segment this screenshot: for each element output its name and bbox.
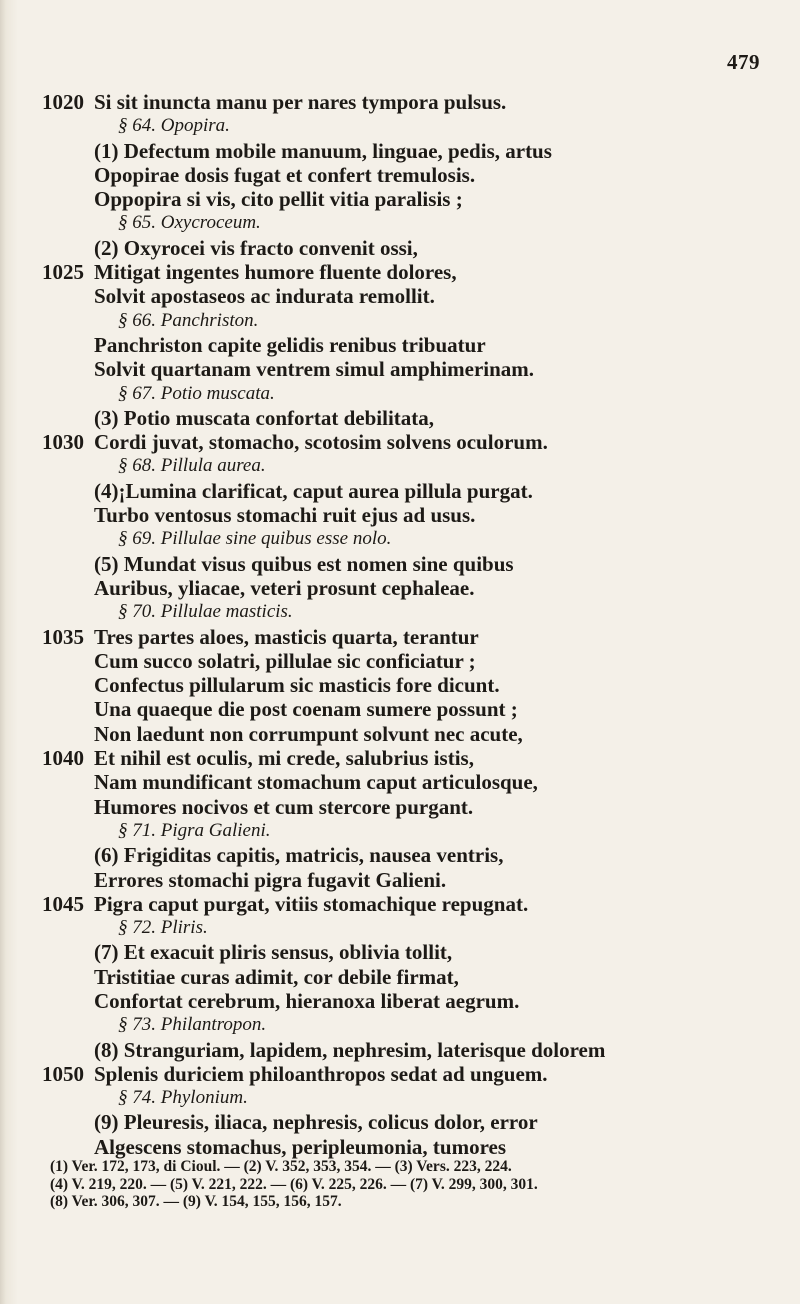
- verse-line: [42, 649, 772, 673]
- line-text: Nam mundificant stomachum caput articulosque,: [94, 770, 538, 795]
- line-text: § 69. Pillulae sine quibus esse nolo.: [118, 528, 392, 550]
- line-text: Cum succo solatri, pillulae sic conficiatur ;: [94, 648, 476, 673]
- verse-line: [42, 746, 772, 770]
- line-text: (9) Pleuresis, iliaca, nephresis, colicus dolor, error: [94, 1110, 538, 1135]
- verse-line: [42, 357, 772, 381]
- section-heading: [42, 527, 772, 551]
- line-number: 1040: [42, 746, 84, 771]
- verse-line: [42, 479, 772, 503]
- verse-line: [42, 1038, 772, 1062]
- line-text: (5) Mundat visus quibus est nomen sine quibus: [94, 551, 514, 576]
- verse-line: [42, 576, 772, 600]
- line-text: Oppopira si vis, cito pellit vitia paralisis ;: [94, 187, 463, 212]
- footnote-line: (4) V. 219, 220. — (5) V. 221, 222. — (6) V. 225, 226. — (7) V. 299, 300, 301.: [50, 1175, 538, 1193]
- verse-line: [42, 406, 772, 430]
- line-text: (6) Frigiditas capitis, matricis, nausea ventris,: [94, 843, 504, 868]
- line-number: 1035: [42, 624, 84, 649]
- section-heading: [42, 454, 772, 478]
- line-text: Tres partes aloes, masticis quarta, terantur: [94, 624, 479, 649]
- line-text: § 70. Pillulae masticis.: [118, 601, 293, 623]
- section-heading: [42, 382, 772, 406]
- verse-line: [42, 770, 772, 794]
- verse-line: [42, 284, 772, 308]
- footnotes: [50, 1158, 770, 1211]
- verse-line: [42, 892, 772, 916]
- line-number: 1020: [42, 90, 84, 114]
- line-text: Tristitiae curas adimit, cor debile firmat,: [94, 964, 459, 989]
- section-heading: [42, 1086, 772, 1110]
- page-number: 479: [727, 50, 760, 74]
- verse-line: [42, 697, 772, 721]
- line-text: § 68. Pillula aurea.: [118, 455, 266, 477]
- line-text: § 65. Oxycroceum.: [118, 212, 261, 234]
- verse-line: [42, 1110, 772, 1134]
- line-text: Si sit inuncta manu per nares tympora pulsus.: [94, 90, 507, 114]
- verse-line: [42, 236, 772, 260]
- line-text: Splenis duriciem philoanthropos sedat ad unguem.: [94, 1061, 548, 1086]
- line-text: Non laedunt non corrumpunt solvunt nec acute,: [94, 721, 523, 746]
- line-number: 1050: [42, 1061, 84, 1086]
- line-text: (1) Defectum mobile manuum, linguae, pedis, artus: [94, 138, 552, 163]
- line-text: (4)¡Lumina clarificat, caput aurea pillula purgat.: [94, 478, 533, 503]
- line-text: § 66. Panchriston.: [118, 309, 259, 331]
- line-number: 1025: [42, 260, 84, 285]
- verse-line: [42, 333, 772, 357]
- section-heading: [42, 114, 772, 138]
- verse-line: [42, 139, 772, 163]
- line-text: Errores stomachi pigra fugavit Galieni.: [94, 867, 447, 892]
- line-text: (2) Oxyrocei vis fracto convenit ossi,: [94, 235, 418, 260]
- verse-line: [42, 673, 772, 697]
- line-text: § 73. Philantropon.: [118, 1014, 267, 1036]
- verse-line: [42, 722, 772, 746]
- verse-line: [42, 1135, 772, 1159]
- footnote-line: (8) Ver. 306, 307. — (9) V. 154, 155, 156, 157.: [50, 1193, 342, 1210]
- section-heading: [42, 309, 772, 333]
- verse-line: [42, 430, 772, 454]
- section-heading: [42, 819, 772, 843]
- verse-line: [42, 965, 772, 989]
- line-text: Humores nocivos et cum stercore purgant.: [94, 794, 474, 819]
- verse-line: [42, 940, 772, 964]
- line-text: Auribus, yliacae, veteri prosunt cephaleae.: [94, 575, 475, 600]
- line-text: Confortat cerebrum, hieranoxa liberat aegrum.: [94, 988, 520, 1013]
- line-text: Et nihil est oculis, mi crede, salubrius istis,: [94, 746, 474, 771]
- line-text: Confectus pillularum sic masticis fore dicunt.: [94, 673, 500, 698]
- verse-line: [42, 1062, 772, 1086]
- verse-line: [42, 868, 772, 892]
- line-text: § 67. Potio muscata.: [118, 382, 275, 404]
- verse-line: [42, 90, 772, 114]
- line-text: (3) Potio muscata confortat debilitata,: [94, 405, 435, 430]
- verse-lines: [42, 90, 772, 1159]
- verse-line: [42, 503, 772, 527]
- line-text: (8) Stranguriam, lapidem, nephresim, laterisque dolorem: [94, 1037, 606, 1062]
- line-text: § 64. Opopira.: [118, 115, 230, 137]
- verse-line: [42, 625, 772, 649]
- verse-line: [42, 843, 772, 867]
- footnote-line: (1) Ver. 172, 173, di Cioul. — (2) V. 352, 353, 354. — (3) Vers. 223, 224.: [50, 1158, 512, 1175]
- section-heading: [42, 211, 772, 235]
- verse-line: [42, 163, 772, 187]
- line-text: (7) Et exacuit pliris sensus, oblivia tollit,: [94, 940, 453, 965]
- line-text: § 72. Pliris.: [118, 917, 208, 939]
- line-text: Solvit quartanam ventrem simul amphimerinam.: [94, 357, 535, 382]
- line-text: Cordi juvat, stomacho, scotosim solvens oculorum.: [94, 430, 548, 455]
- line-text: Panchriston capite gelidis renibus tribuatur: [94, 332, 486, 357]
- line-text: Mitigat ingentes humore fluente dolores,: [94, 260, 457, 285]
- line-text: § 74. Phylonium.: [118, 1087, 248, 1109]
- line-text: Algescens stomachus, peripleumonia, tumores: [94, 1134, 507, 1159]
- section-heading: [42, 600, 772, 624]
- verse-line: [42, 552, 772, 576]
- verse-line: [42, 260, 772, 284]
- line-number: 1045: [42, 891, 84, 916]
- line-text: Solvit apostaseos ac indurata remollit.: [94, 284, 435, 309]
- verse-line: [42, 795, 772, 819]
- verse-line: [42, 989, 772, 1013]
- section-heading: [42, 916, 772, 940]
- section-heading: [42, 1013, 772, 1037]
- line-text: § 71. Pigra Galieni.: [118, 819, 271, 841]
- verse-line: [42, 187, 772, 211]
- line-text: Una quaeque die post coenam sumere possunt ;: [94, 697, 518, 722]
- line-number: 1030: [42, 430, 84, 455]
- line-text: Turbo ventosus stomachi ruit ejus ad usus.: [94, 503, 476, 528]
- line-text: Pigra caput purgat, vitiis stomachique repugnat.: [94, 891, 529, 916]
- line-text: Opopirae dosis fugat et confert tremulosis.: [94, 162, 476, 187]
